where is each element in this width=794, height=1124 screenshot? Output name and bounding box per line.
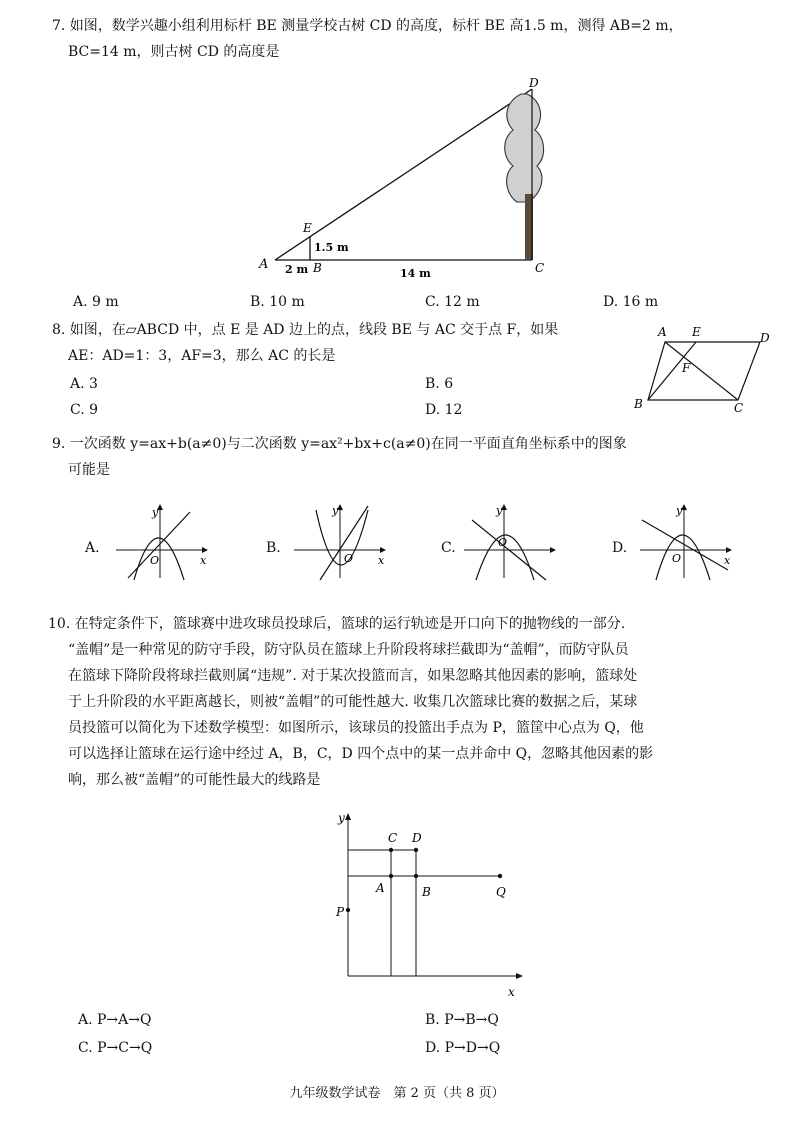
label-be: 1.5 m: [314, 241, 349, 254]
label-C: C: [388, 831, 398, 845]
label-P: P: [336, 905, 345, 919]
q8-option-b: B. 6: [425, 376, 454, 392]
q7-option-b: B. 10 m: [250, 294, 305, 310]
q9-graph-d: [636, 500, 736, 582]
q8-figure: [630, 322, 780, 418]
label-Q: Q: [496, 885, 506, 899]
q8-option-a: A. 3: [70, 376, 98, 392]
q10-line2: “盖帽”是一种常见的防守手段，防守队员在篮球上升阶段将球拦截即为“盖帽”，而防守队员: [68, 642, 629, 658]
axis-y-label: y: [338, 811, 345, 825]
axis-x-label: x: [724, 554, 731, 567]
label-A: A: [376, 881, 385, 895]
q10-option-b: B. P→B→Q: [425, 1012, 499, 1028]
q10-line4: 于上升阶段的水平距离越长，则被“盖帽”的可能性越大. 收集几次篮球比赛的数据之后，某球: [68, 694, 638, 710]
q7-option-a: A. 9 m: [73, 294, 119, 310]
q7-option-d: D. 16 m: [603, 294, 659, 310]
origin-label: O: [672, 552, 682, 565]
label-A: A: [259, 257, 269, 272]
label-B: B: [313, 261, 322, 275]
q7-line1: 7. 如图，数学兴趣小组利用标杆 BE 测量学校古树 CD 的高度，标杆 BE 高1.5 m，测得 AB=2 m，: [52, 18, 683, 34]
label-B: B: [422, 885, 431, 899]
label-C: C: [535, 261, 545, 275]
q9-option-b: B.: [266, 540, 281, 556]
origin-label: O: [498, 536, 508, 549]
q8-line1: 8. 如图，在▱ABCD 中，点 E 是 AD 边上的点，线段 BE 与 AC 交于点 F，如果: [52, 322, 559, 338]
label-B: B: [634, 397, 643, 411]
q7-figure: [255, 74, 555, 284]
axis-x-label: x: [508, 985, 515, 999]
label-A: A: [658, 325, 667, 339]
q9-line2: 可能是: [68, 462, 110, 478]
label-F: F: [682, 361, 691, 375]
page-footer: 九年级数学试卷 第 2 页（共 8 页）: [289, 1086, 505, 1101]
q10-line1: 10. 在特定条件下，篮球赛中进攻球员投球后，篮球的运行轨迹是开口向下的抛物线的一部分.: [48, 616, 626, 632]
q10-line5: 员投篮可以简化为下述数学模型：如图所示，该球员的投篮出手点为 P，篮筐中心点为 Q，他: [68, 720, 644, 736]
axis-y-label: y: [496, 504, 503, 517]
axis-y-label: y: [676, 504, 683, 517]
q10-option-d: D. P→D→Q: [425, 1040, 501, 1056]
q9-graph-a: [112, 500, 212, 582]
label-D: D: [529, 76, 539, 90]
q8-option-c: C. 9: [70, 402, 99, 418]
q8-option-d: D. 12: [425, 402, 463, 418]
q9-line1: 9. 一次函数 y=ax+b(a≠0)与二次函数 y=ax²+bx+c(a≠0)在同一平面直角坐标系中的图象: [52, 436, 627, 452]
axis-x-label: x: [378, 554, 385, 567]
q9-option-a: A.: [85, 540, 100, 556]
q10-line6: 可以选择让篮球在运行途中经过 A，B，C，D 四个点中的某一点并命中 Q，忽略其他因素的影: [68, 746, 654, 762]
q10-line3: 在篮球下降阶段将球拦截则属“违规”. 对于某次投篮而言，如果忽略其他因素的影响，篮球处: [68, 668, 638, 684]
label-E: E: [303, 221, 312, 235]
q9-graph-c: [460, 500, 560, 582]
q7-option-c: C. 12 m: [425, 294, 480, 310]
q10-line7: 响，那么被“盖帽”的可能性最大的线路是: [68, 772, 321, 788]
q7-line2: BC=14 m，则古树 CD 的高度是: [68, 44, 280, 60]
origin-label: O: [344, 552, 354, 565]
q8-line2: AE：AD=1：3，AF=3，那么 AC 的长是: [68, 348, 336, 364]
tree-crown: [505, 94, 544, 202]
q10-figure: [330, 806, 530, 1002]
origin-label: O: [150, 554, 160, 567]
label-bc: 14 m: [400, 267, 431, 280]
axis-x-label: x: [200, 554, 207, 567]
q9-option-d: D.: [612, 540, 628, 556]
label-D: D: [760, 331, 770, 345]
label-E: E: [692, 325, 701, 339]
label-C: C: [734, 401, 744, 415]
label-ab: 2 m: [285, 263, 309, 276]
axis-y-label: y: [332, 504, 339, 517]
label-D: D: [412, 831, 422, 845]
q10-option-c: C. P→C→Q: [78, 1040, 153, 1056]
q10-option-a: A. P→A→Q: [78, 1012, 152, 1028]
q9-option-c: C.: [441, 540, 456, 556]
axis-y-label: y: [152, 506, 159, 519]
q9-graph-b: [290, 500, 390, 582]
